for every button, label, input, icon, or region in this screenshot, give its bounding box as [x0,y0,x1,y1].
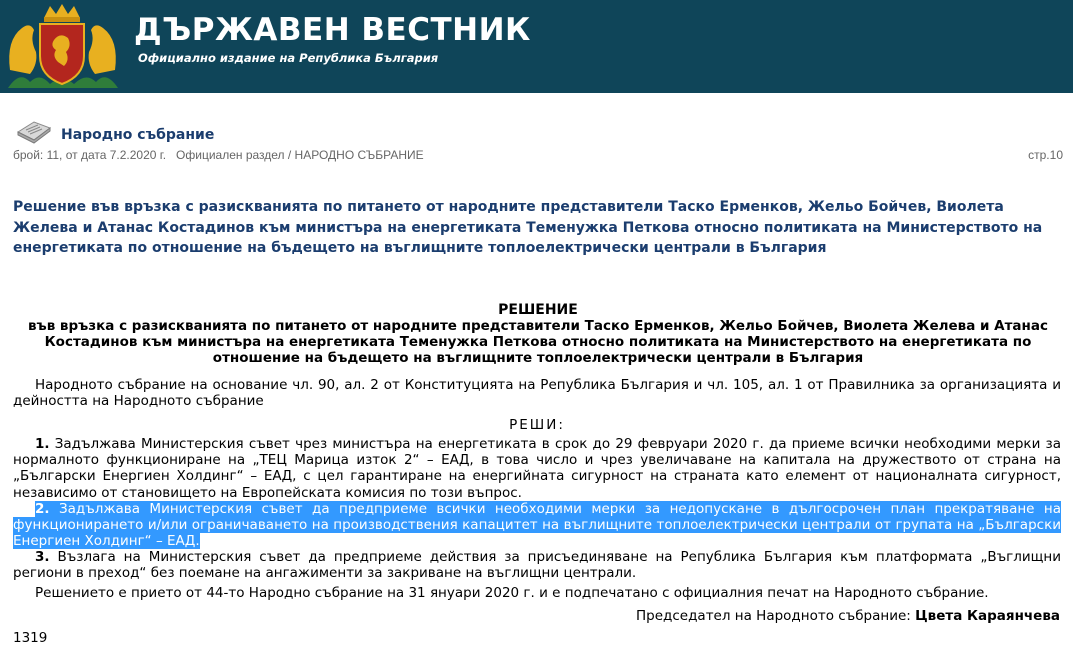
decision-item-3 [13,549,1061,581]
decision-title: РЕШЕНИЕ [498,302,578,318]
decision-title-block [16,302,1060,366]
coat-of-arms-icon [0,0,125,93]
site-title: ДЪРЖАВЕН ВЕСТНИК [134,12,531,48]
selected-text[interactable] [13,501,1061,549]
signature [636,608,1060,624]
item-text: Задължава Министерския съвет чрез министъра на енергетиката в срок до 29 февруари 2020 г. да приеме всички необходими мерки за нормалното функциониране на „ТЕЦ Марица изток 2“ – ЕАД, в това число и чрез увеличаване на капитала на дружеството от страна на „Български Енергиен Холдинг“ – ЕАД, с цел гарантиране на енергийната сигурност на страната като елемент от националната сигурност, независимо от становището на Европейската комисия по този въпрос. [13,436,1061,501]
section-title[interactable]: Народно събрание [61,127,215,143]
item-number: 3. [35,549,50,565]
document-number: 1319 [13,630,48,646]
item-text: Задължава Министерския съвет да предприеме всички необходими мерки за недопускане в дългосрочен план прекратяване на функционирането и/или ограничаването на производствения капацитет на въглищните топлоелектрически централи от групата на „Български Енергиен Холдинг“ – ЕАД. [13,501,1061,550]
item-text: Възлага на Министерския съвет да предприеме действия за присъединяване на Република България към платформата „Въглищни региони в преход“ без поемане на ангажименти за закриване на въглищни централи. [13,549,1061,582]
item-number: 2. [35,501,50,517]
site-subtitle: Официално издание на Република България [138,51,439,65]
issue-meta [13,148,1063,162]
resolves-heading: РЕШИ: [509,417,565,433]
decision-item-1 [13,436,1061,501]
document-heading: Решение във връзка с разискванията по питането от народните представители Таско Ерменков, Жельо Бойчев, Виолета Желева и Атанас Костадинов към министъра на енергетиката Теменужка Петкова относно политиката на Министерството на енергетиката по отношение на бъдещето на въглищните топлоелектрически централи в България [13,199,1043,256]
page-number: стр.10 [1028,148,1063,162]
site-header [0,0,1073,93]
issue-meta-text: брой: 11, от дата 7.2.2020 г. Официален раздел / НАРОДНО СЪБРАНИЕ [13,148,424,162]
decision-item-2 [13,501,1061,550]
item-number: 1. [35,436,50,452]
signature-label: Председател на Народното събрание: [636,608,916,624]
newspaper-icon [14,118,54,144]
signature-name: Цвета Караянчева [915,608,1060,624]
decision-subtitle: във връзка с разискванията по питането от народните представители Таско Ерменков, Жельо Бойчев, Виолета Желева и Атанас Костадинов към министъра на енергетиката Теменужка Петкова относно политиката на Министерството на енергетиката по отношение на бъдещето на въглищните топлоелектрически централи в България [28,318,1048,366]
preamble: Народното събрание на основание чл. 90, ал. 2 от Конституцията на Република България и чл. 105, ал. 1 от Правилника за организацията и дейността на Народното събрание [13,377,1061,410]
closing-statement: Решението е прието от 44-то Народно събрание на 31 януари 2020 г. и е подпечатано с официалния печат на Народното събрание. [35,585,989,601]
